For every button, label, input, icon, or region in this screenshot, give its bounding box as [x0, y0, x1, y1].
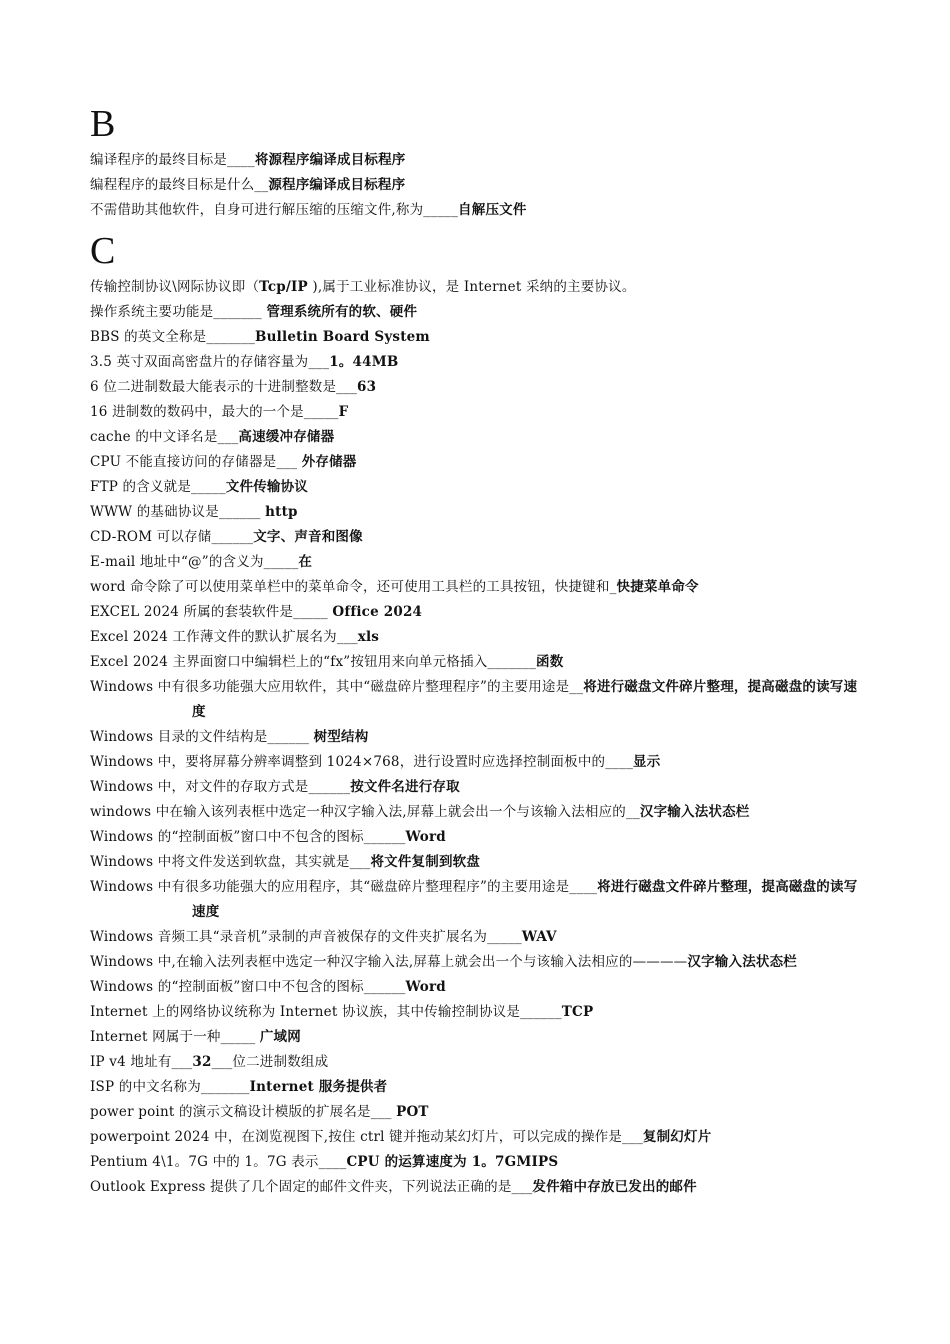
qa-line	[90, 1175, 870, 1200]
question-text: Windows 中,在输入法列表框中选定一种汉字输入法,屏幕上就会出一个与该输入法相应的————	[90, 954, 688, 970]
qa-line	[90, 950, 870, 975]
question-text: 16 进制数的数码中，最大的一个是_____	[90, 404, 339, 420]
answer-text: WAV	[521, 929, 557, 945]
answer-text: 63	[357, 379, 377, 395]
answer-text: CPU 的运算速度为 1。7GMIPS	[346, 1154, 559, 1170]
question-text-tail: ),属于工业标准协议，是 Internet 采纳的主要协议。	[307, 279, 636, 295]
section-heading: C	[90, 230, 116, 272]
answer-text: 快捷菜单命令	[616, 579, 699, 595]
question-text: cache 的中文译名是___	[90, 429, 239, 445]
answer-text: 将进行磁盘文件碎片整理，提高磁盘的读写速度	[192, 679, 858, 720]
answer-text: 将源程序编译成目标程序	[254, 152, 406, 168]
answer-text: 将文件复制到软盘	[370, 854, 481, 870]
question-text: Windows 的“控制面板”窗口中不包含的图标______	[90, 979, 406, 995]
question-text: BBS 的英文全称是_______	[90, 329, 256, 345]
qa-line	[90, 1075, 870, 1100]
qa-line	[90, 450, 870, 475]
qa-line	[90, 975, 870, 1000]
question-text: 3.5 英寸双面高密盘片的存储容量为___	[90, 354, 330, 370]
qa-line	[90, 525, 870, 550]
answer-text: xls	[357, 629, 380, 645]
answer-text: Tcp/IP	[259, 279, 308, 295]
question-text: Excel 2024 工作薄文件的默认扩展名为___	[90, 629, 358, 645]
qa-line	[90, 1025, 870, 1050]
qa-line	[90, 475, 870, 500]
section-c	[90, 227, 870, 1200]
question-text: Outlook Express 提供了几个固定的邮件文件夹，下列说法正确的是___	[90, 1179, 533, 1195]
question-text: 编译程序的最终目标是____	[90, 152, 255, 168]
answer-text: 显示	[633, 754, 661, 770]
qa-line	[90, 300, 870, 325]
qa-line	[90, 148, 870, 173]
question-text: Windows 目录的文件结构是______	[90, 729, 314, 745]
qa-line	[90, 650, 870, 675]
answer-text: Bulletin Board System	[255, 329, 430, 345]
question-text: FTP 的含义就是_____	[90, 479, 226, 495]
qa-line	[90, 675, 870, 725]
answer-text: 外存储器	[301, 454, 357, 470]
qa-line	[90, 800, 870, 825]
answer-text: 源程序编译成目标程序	[268, 177, 406, 193]
question-text: Windows 中有很多功能强大应用软件，其中“磁盘碎片整理程序”的主要用途是__	[90, 679, 584, 695]
answer-text: 文字、声音和图像	[253, 529, 363, 545]
answer-text: 32	[192, 1054, 212, 1070]
qa-line	[90, 1050, 870, 1075]
question-text: CPU 不能直接访问的存储器是___	[90, 454, 302, 470]
qa-line	[90, 750, 870, 775]
question-text: Windows 的“控制面板”窗口中不包含的图标______	[90, 829, 406, 845]
question-text: 传输控制协议\网际协议即（	[90, 279, 260, 295]
answer-text: 树型结构	[313, 729, 369, 745]
question-text: ISP 的中文名称为_______	[90, 1079, 250, 1095]
answer-text: Word	[405, 829, 446, 845]
answer-text: 汉字输入法状态栏	[639, 804, 750, 820]
document-page	[90, 100, 870, 1200]
answer-text: 高速缓冲存储器	[238, 429, 335, 445]
qa-line	[90, 425, 870, 450]
question-text: Windows 音频工具“录音机”录制的声音被保存的文件夹扩展名为_____	[90, 929, 522, 945]
question-text: power point 的演示文稿设计模版的扩展名是___	[90, 1104, 397, 1120]
qa-line	[90, 725, 870, 750]
answer-text: 汉字输入法状态栏	[687, 954, 797, 970]
question-text: Pentium 4\1。7G 中的 1。7G 表示____	[90, 1154, 347, 1170]
section-c-items	[90, 275, 870, 1200]
answer-text: 1。44MB	[329, 354, 399, 370]
section-b	[90, 100, 870, 223]
answer-text: http	[265, 504, 298, 520]
question-text: Internet 网属于一种_____	[90, 1029, 260, 1045]
qa-line	[90, 375, 870, 400]
question-text: 编程程序的最终目标是什么__	[90, 177, 269, 193]
qa-line	[90, 500, 870, 525]
qa-line	[90, 575, 870, 600]
qa-line	[90, 198, 870, 223]
answer-text: 复制幻灯片	[642, 1129, 712, 1145]
answer-text: 文件传输协议	[225, 479, 308, 495]
qa-line	[90, 1150, 870, 1175]
question-text: powerpoint 2024 中，在浏览视图下,按住 ctrl 键并拖动某幻灯片，可以完成的操作是___	[90, 1129, 643, 1145]
answer-text: Office 2024	[332, 604, 423, 620]
section-b-items	[90, 148, 870, 223]
qa-line	[90, 1000, 870, 1025]
qa-line	[90, 775, 870, 800]
qa-line	[90, 625, 870, 650]
question-text: Windows 中将文件发送到软盘，其实就是___	[90, 854, 371, 870]
answer-text: 管理系统所有的软、硬件	[266, 304, 418, 320]
question-text: Windows 中有很多功能强大的应用程序，其“磁盘碎片整理程序”的主要用途是____	[90, 879, 598, 895]
answer-text: TCP	[561, 1004, 594, 1020]
answer-text: 将进行磁盘文件碎片整理，提高磁盘的读写速度	[192, 879, 858, 920]
question-text-tail: ___位二进制数组成	[211, 1054, 329, 1070]
qa-line	[90, 400, 870, 425]
answer-text: Internet 服务提供者	[249, 1079, 388, 1095]
qa-line	[90, 550, 870, 575]
question-text: WWW 的基础协议是______	[90, 504, 266, 520]
question-text: IP v4 地址有___	[90, 1054, 193, 1070]
question-text: EXCEL 2024 所属的套装软件是_____	[90, 604, 333, 620]
qa-line	[90, 825, 870, 850]
answer-text: 在	[298, 554, 313, 570]
answer-text: POT	[396, 1104, 429, 1120]
qa-line	[90, 875, 870, 925]
question-text: Internet 上的网络协议统称为 Internet 协议族，其中传输控制协议是______	[90, 1004, 562, 1020]
answer-text: F	[338, 404, 349, 420]
question-text: CD-ROM 可以存储______	[90, 529, 254, 545]
qa-line	[90, 350, 870, 375]
qa-line	[90, 1100, 870, 1125]
question-text: 不需借助其他软件，自身可进行解压缩的压缩文件,称为_____	[90, 202, 459, 218]
qa-line	[90, 1125, 870, 1150]
qa-line	[90, 275, 870, 300]
qa-line	[90, 173, 870, 198]
answer-text: 自解压文件	[458, 202, 527, 218]
qa-line	[90, 850, 870, 875]
question-text: word 命令除了可以使用菜单栏中的菜单命令，还可使用工具栏的工具按钮，快捷键和_	[90, 579, 617, 595]
qa-line	[90, 325, 870, 350]
answer-text: 广域网	[259, 1029, 301, 1045]
question-text: Windows 中，要将屏幕分辨率调整到 1024×768，进行设置时应选择控制面板中的____	[90, 754, 634, 770]
answer-text: 函数	[536, 654, 564, 670]
question-text: Windows 中，对文件的存取方式是______	[90, 779, 351, 795]
question-text: 6 位二进制数最大能表示的十进制整数是___	[90, 379, 358, 395]
answer-text: 发件箱中存放已发出的邮件	[532, 1179, 697, 1195]
question-text: E-mail 地址中“@”的含义为_____	[90, 554, 299, 570]
question-text: windows 中在输入该列表框中选定一种汉字输入法,屏幕上就会出一个与该输入法相应的__	[90, 804, 640, 820]
qa-line	[90, 600, 870, 625]
answer-text: Word	[405, 979, 446, 995]
answer-text: 按文件名进行存取	[350, 779, 460, 795]
question-text: 操作系统主要功能是_______	[90, 304, 267, 320]
section-heading: B	[90, 103, 116, 145]
question-text: Excel 2024 主界面窗口中编辑栏上的“fx”按钮用来向单元格插入_______	[90, 654, 537, 670]
qa-line	[90, 925, 870, 950]
